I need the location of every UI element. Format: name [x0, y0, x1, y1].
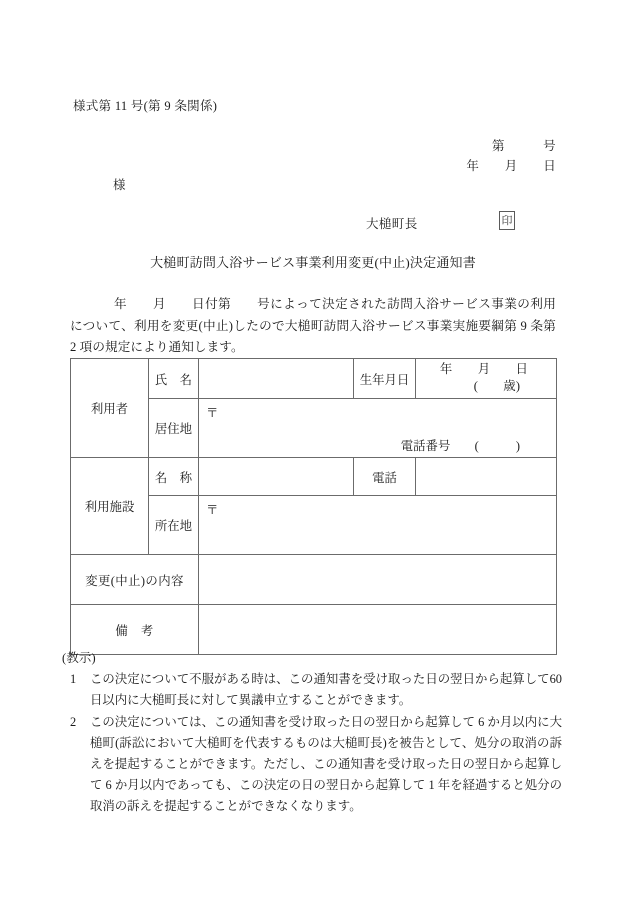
instruction-item-2: [62, 712, 562, 818]
label-facility-name: 名 称: [149, 458, 199, 496]
table-row-remarks: [71, 605, 557, 655]
instruction-item-1: [62, 669, 562, 711]
label-change-content: 変更(中止)の内容: [71, 555, 199, 605]
label-birthdate: 生年月日: [354, 359, 416, 399]
form-number: 様式第 11 号(第 9 条関係): [73, 99, 218, 113]
row-label-facility: 利用施設: [71, 458, 149, 555]
label-phone-number: 電話番号: [400, 439, 451, 453]
instruction-text-1: この決定について不服がある時は、この通知書を受け取った日の翌日から起算して60日以内に大槌町長に対して異議申立することができます。: [90, 672, 562, 708]
postal-code-mark-facility: 〒: [206, 503, 219, 517]
table-row-user-name: [71, 359, 557, 399]
birthdate-line-1: 年 月 日: [439, 362, 529, 376]
issuer-name: 大槌町長: [366, 217, 418, 231]
field-change-content[interactable]: [199, 555, 557, 605]
field-remarks[interactable]: [199, 605, 557, 655]
row-label-user: 利用者: [71, 359, 149, 458]
field-facility-phone[interactable]: [416, 458, 557, 496]
label-residence: 居住地: [149, 399, 199, 458]
instruction-number-1: 1: [70, 672, 77, 687]
label-facility-phone: 電話: [354, 458, 416, 496]
label-remarks: 備 考: [71, 605, 199, 655]
document-date-line: 年 月 日: [466, 159, 556, 173]
phone-number-line: [401, 436, 520, 454]
issuer-block: [366, 214, 556, 232]
field-user-name[interactable]: [199, 359, 354, 399]
label-name: 氏 名: [149, 359, 199, 399]
table-row-facility-name: [71, 458, 557, 496]
field-facility-address[interactable]: [199, 496, 557, 555]
table-row-change-content: [71, 555, 557, 605]
label-facility-address: 所在地: [149, 496, 199, 555]
seal-stamp-box: 印: [499, 211, 515, 230]
body-paragraph: 年 月 日付第 号によって決定された訪問入浴サービス事業の利用について、利用を変更(中止)したので大槌町訪問入浴サービス事業実施要綱第 9 条第 2 項の規定により通知します。: [70, 297, 556, 354]
birthdate-placeholder: [416, 359, 556, 398]
page-title: 大槌町訪問入浴サービス事業利用変更(中止)決定通知書: [150, 255, 476, 270]
instructions-section: [62, 648, 562, 818]
instruction-text-2: この決定については、この通知書を受け取った日の翌日から起算して 6 か月以内に大槌町(訴訟において大槌町を代表するものは大槌町長)を被告として、処分の取消の訴えを提起することができます。ただし、この通知書を受け取った日の翌日から起算して 6 か月以内であっても、この決定の日の翌日から起算して 1 年を経過すると処分の取消の訴えを提起することができなくなります。: [90, 714, 562, 814]
postal-code-mark: 〒: [206, 406, 219, 420]
birthdate-line-2: ( 歳): [473, 379, 521, 393]
phone-number-parens: ( ): [474, 439, 520, 453]
applicant-details-table: [70, 358, 557, 655]
field-user-residence[interactable]: [199, 399, 557, 458]
instructions-heading: (教示): [62, 651, 96, 665]
field-birthdate[interactable]: [416, 359, 557, 399]
instruction-number-2: 2: [70, 714, 77, 729]
document-number-line: 第 号: [491, 139, 556, 153]
field-facility-name[interactable]: [199, 458, 354, 496]
addressee-honorific: 様: [113, 178, 126, 192]
